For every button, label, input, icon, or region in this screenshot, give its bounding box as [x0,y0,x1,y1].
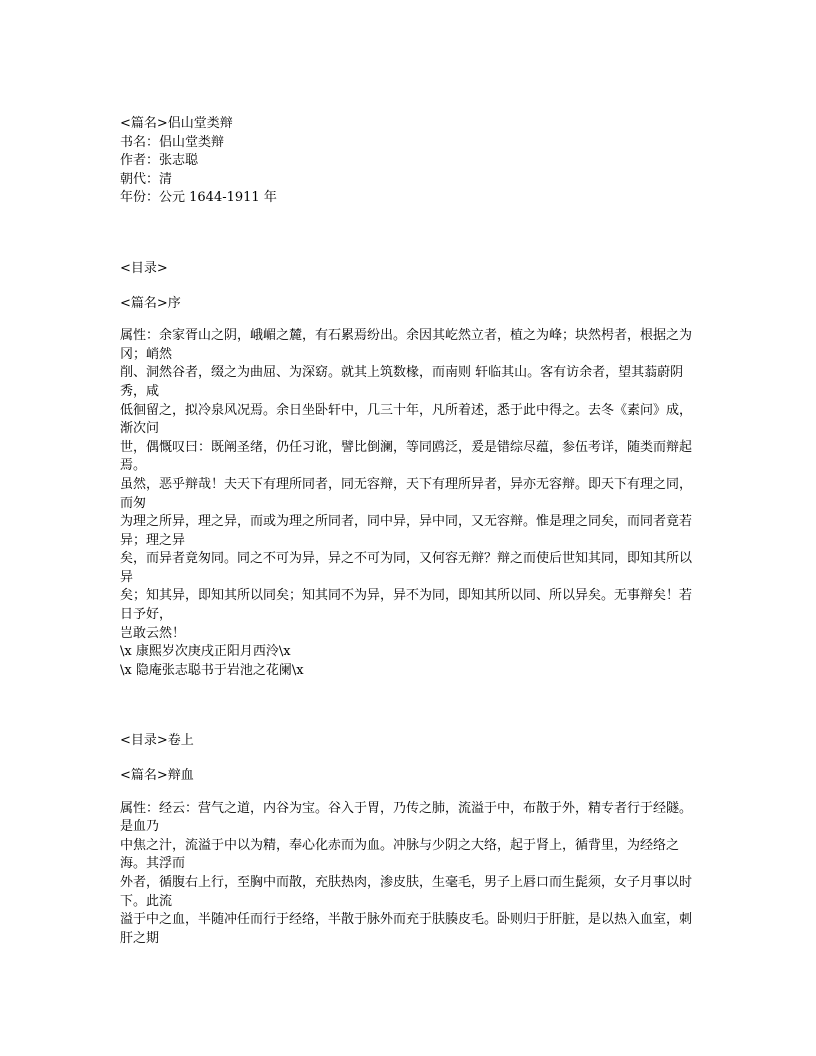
section-volume-one [120,732,698,948]
text-line: 低徊留之，拟冷泉风况焉。余日坐卧轩中，几三十年，凡所着述，悉于此中得之。去冬《素问》成，渐次问 [120,402,693,437]
text-line: 虽然，恶乎辩哉！夫天下有理所同者，同无容辩，天下有理所异者，异亦无容辩。即天下有理之同，而匆 [120,476,693,511]
text-line: 中焦之汁，流溢于中以为精，奉心化赤而为血。冲脉与少阴之大络，起于肾上，循背里，为经络之海。其浮而 [120,837,680,872]
dynasty-line: 朝代：清 [120,171,173,187]
text-line: 溢于中之血，半随冲任而行于经络，半散于脉外而充于肤腠皮毛。卧则归于肝脏，是以热入血室，刺肝之期 [120,912,693,946]
text-line: 属性：余家胥山之阴，峨嵋之麓，有石累焉纷出。余因其屹然立者，植之为峰；块然枵者，根据之为冈；峭然 [120,328,693,362]
spacer [120,208,698,260]
text-line: 为理之所异，理之异，而或为理之所同者，同中异，异中同，又无容辩。惟是理之同矣，而同者竟若异；理之异 [120,514,693,548]
year-line: 年份：公元 1644-1911 年 [120,190,277,206]
text-line: 世，偶慨叹曰：既阐圣绪，仍任习讹，譬比倒澜，等同鸥泛，爰是错综尽蕴，参伍考详，随类而辩起焉。 [120,439,693,474]
chapter-title: <篇名>辩血 [120,768,194,784]
signature-line: \x 康熙岁次庚戌正阳月西泠\x [120,644,291,660]
section-preface [120,260,698,680]
toc-heading: <目录> [120,260,168,276]
document-header [120,115,698,208]
title-line: <篇名>侣山堂类辩 [120,116,233,131]
spacer [120,680,698,732]
text-line: 属性：经云：营气之道，内谷为宝。谷入于胃，乃传之肺，流溢于中，布散于外，精专者行于经隧。是血乃 [120,800,693,835]
book-name: 书名：侣山堂类辩 [120,134,225,150]
text-line: 矣，而异者竟匆同。同之不可为异，异之不可为同，又何容无辩？辩之而使后世知其同，即知其所以异 [120,551,693,585]
spacer [120,786,698,800]
toc-heading: <目录>卷上 [120,733,194,749]
spacer [120,313,698,327]
chapter-text [120,800,698,949]
spacer [120,751,698,767]
document-body [120,115,698,948]
text-line: 外者，循腹右上行，至胸中而散，充肤热肉，渗皮肤，生毫毛，男子上唇口而生髭须，女子月事以时下。此流 [120,875,693,909]
text-line: 矣；知其异，即知其所以同矣；知其同不为异，异不为同，即知其所以同、所以异矣。无事辩矣！若日予好， [120,588,693,623]
signature-line: \x 隐庵张志聪书于岩池之花阑\x [120,662,304,678]
spacer [120,279,698,295]
chapter-title: <篇名>序 [120,295,181,311]
author-line: 作者：张志聪 [120,153,199,169]
text-line: 岂敢云然！ [120,625,186,641]
text-line: 削、洞然谷者，缀之为曲屈、为深窈。就其上筑数椽，而南则 轩临其山。客有访余者，望其蓊蔚阴秀，咸 [120,365,684,399]
preface-text [120,327,698,680]
